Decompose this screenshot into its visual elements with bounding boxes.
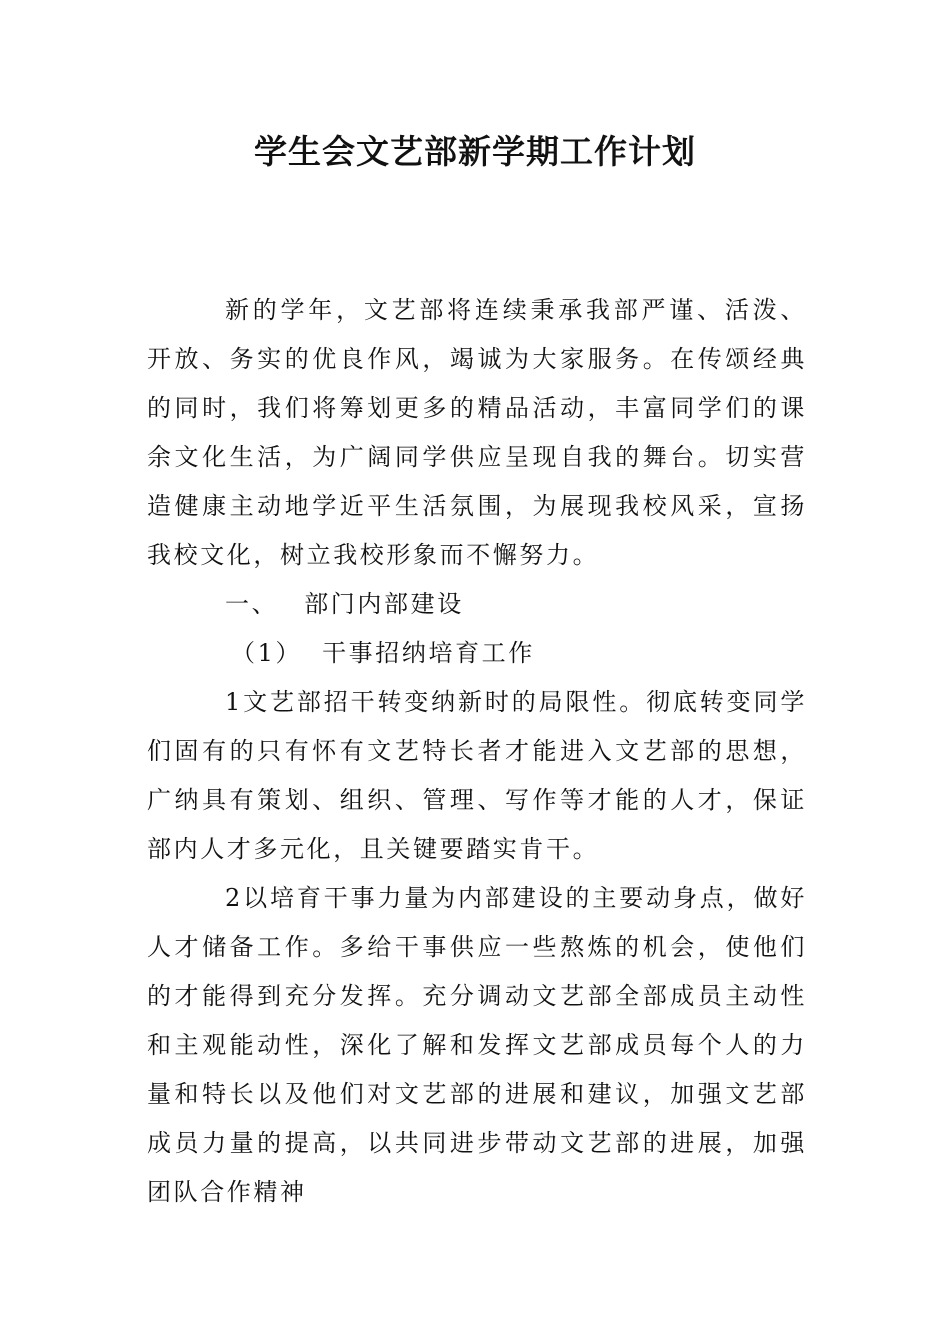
subsection-title: 干事招纳培育工作 <box>322 639 535 667</box>
item-paragraph-2: 2以培育干事力量为内部建设的主要动身点，做好人才储备工作。多给干事供应一些熬炼的机会，使他们的才能得到充分发挥。充分调动文艺部全部成员主动性和主观能动性，深化了解和发挥文艺部成员每个人的力量和特长以及他们对文艺部的进展和建议，加强文艺部成员力量的提高，以共同进步带动文艺部的进展，加强团队合作精神 <box>147 884 807 1206</box>
document-title: 学生会文艺部新学期工作计划 <box>254 132 696 171</box>
section-title: 部门内部建设 <box>304 590 464 618</box>
section-number: 一、 <box>225 590 279 618</box>
section-heading <box>147 580 807 629</box>
subsection-number: （1） <box>231 639 303 667</box>
intro-paragraph: 新的学年，文艺部将连续秉承我部严谨、活泼、开放、务实的优良作风，竭诚为大家服务。在传颂经典的同时，我们将筹划更多的精品活动，丰富同学们的课余文化生活，为广阔同学供应呈现自我的舞台。切实营造健康主动地学近平生活氛围，为展现我校风采，宣扬我校文化，树立我校形象而不懈努力。 <box>147 296 807 569</box>
document-body <box>147 286 807 1217</box>
subsection-heading <box>147 629 807 678</box>
item-paragraph-1: 1文艺部招干转变纳新时的局限性。彻底转变同学们固有的只有怀有文艺特长者才能进入文艺部的思想，广纳具有策划、组织、管理、写作等才能的人才，保证部内人才多元化，且关键要踏实肯干。 <box>147 688 807 863</box>
